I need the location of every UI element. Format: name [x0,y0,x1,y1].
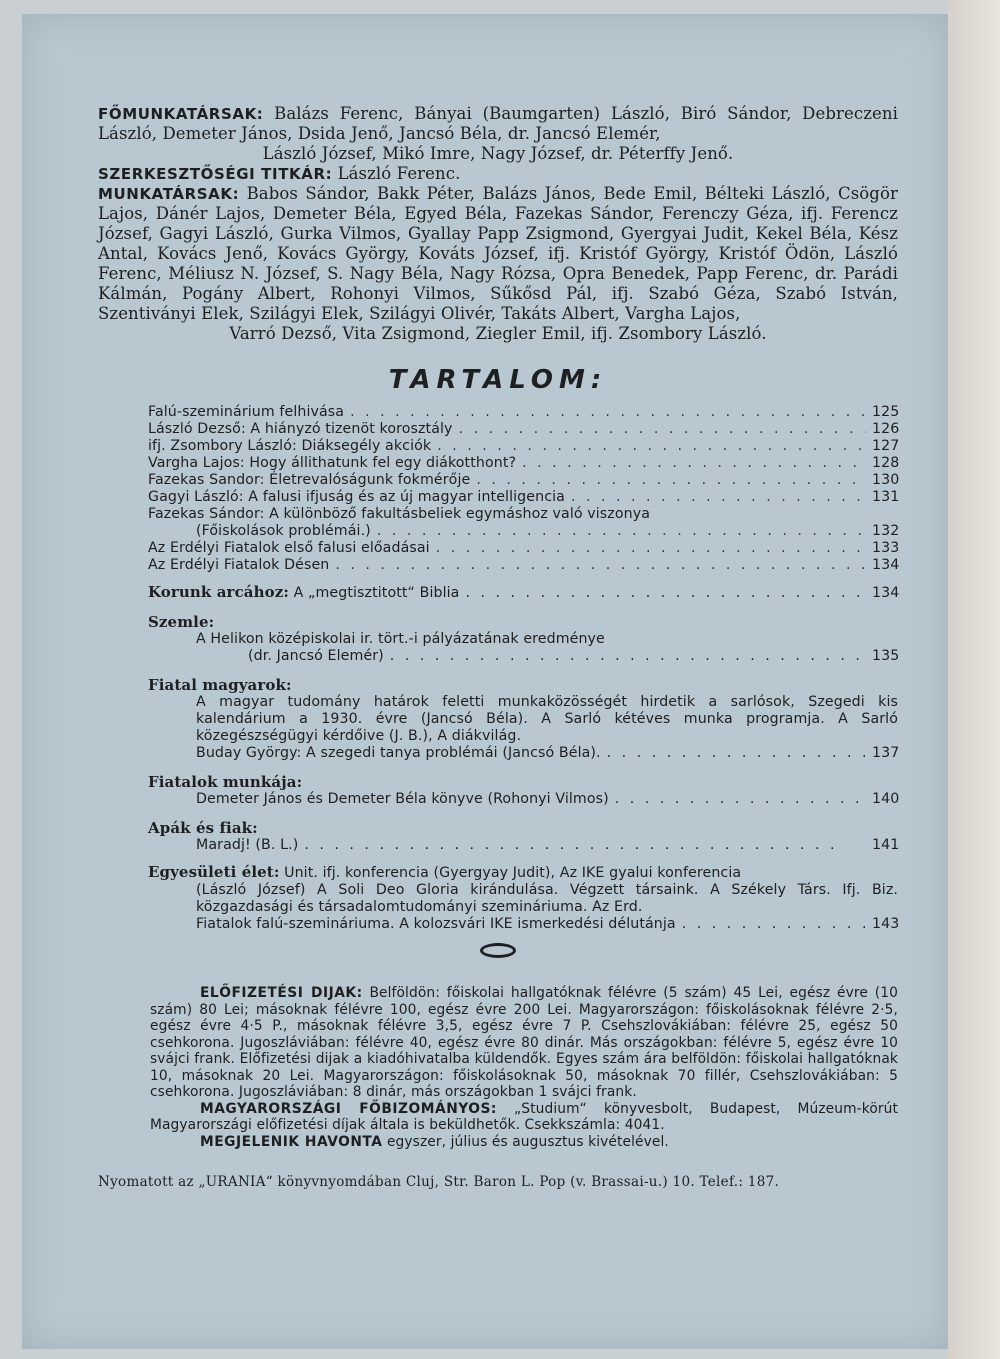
toc-row [196,916,898,933]
leader-dots [437,438,866,455]
section-heading: Fiatal magyarok: [148,676,292,694]
toc-page: 125 [872,404,900,420]
page-content [98,104,898,1192]
toc-row [148,421,898,438]
toc-entry: Fiatalok falú-szemináriuma. A kolozsvári IKE ismerkedési délutánja [196,916,676,932]
leader-dots [615,791,866,808]
monthly-label: MEGJELENIK HAVONTA [200,1133,383,1150]
munkatarsak-tail: Varró Dezső, Vita Zsigmond, Ziegler Emil, ifj. Zsombory László. [229,324,767,343]
toc-row [148,506,898,523]
toc-page: 134 [872,585,900,601]
monthly-text: egyszer, július és augusztus kivételével. [386,1133,669,1150]
toc-row [148,523,898,540]
fees-label: ELŐFIZETÉSI DIJAK: [200,985,363,1001]
toc-row [248,648,898,665]
toc-entry: Fazekas Sándor: A különböző fakultásbeliek egymáshoz való viszonya [148,506,651,522]
section-heading: Egyesületi élet: [148,863,280,881]
toc-row [148,489,898,506]
toc-page: 132 [872,523,900,539]
toc-page: 143 [872,916,900,932]
section-heading: Szemle: [148,613,215,631]
toc-page: 128 [872,455,900,471]
section-heading: Fiatalok munkája: [148,773,303,791]
printer-imprint: Nyomatott az „URANIA“ könyvnyomdában Cluj, Str. Baron L. Pop (v. Brassai-u.) 10. Telef.: 187. [98,1174,780,1190]
toc-page: 140 [872,791,900,807]
leader-dots [522,455,866,472]
leader-dots [465,585,866,602]
leader-dots [377,523,866,540]
leader-dots [390,648,866,665]
munkatarsak-label: MUNKATÁRSAK: [98,185,240,203]
titkar-name: László Ferenc. [337,164,461,183]
leader-dots [304,837,866,854]
titkar-paragraph [98,164,898,184]
fomunkatarsak-paragraph [98,104,898,144]
toc-entry: Buday György: A szegedi tanya problémái (Jancsó Béla). [196,745,601,761]
titkar-label: SZERKESZTŐSÉGI TITKÁR: [98,165,333,183]
section-heading: Apák és fiak: [148,819,258,837]
table-of-contents [98,404,898,933]
toc-row [196,791,898,808]
next-page-edge [948,0,1000,1359]
toc-row [196,745,898,762]
toc-entry: A „megtisztitott“ Biblia [293,585,460,601]
toc-row [148,472,898,489]
staff-block [98,104,898,344]
toc-entry: (László József) A Soli Deo Gloria kirándulása. Végzett társaink. A Székely Társ. Ifj. Biz. közgazdasági és társadalomtudományi szemináriuma. Az Erd. [196,882,898,915]
toc-entry: Fazekas Sandor: Életrevalóságunk fokmérője [148,472,471,488]
leader-dots [682,916,866,933]
ornament-divider [98,943,898,963]
munkatarsak-names: Babos Sándor, Bakk Péter, Balázs János, Bede Emil, Bélteki László, Csögör Lajos, Dánér Lajos, Demeter Béla, Egyed Béla, Fazekas Sándor, Ferenczy Géza, ifj. Ferencz József, Gagyi László, Gurka Vilmos, Gyallay Papp Zsigmond, Gyergyai Judit, Kekel Béla, Kész Antal, Kovács Jenő, Kovács György, Kováts József, ifj. Kristóf György, Kristóf Ödön, László Ferenc, Méliusz N. József, S. Nagy Béla, Nagy Rózsa, Opra Benedek, Papp Ferenc, dr. Parádi Kálmán, Pogány Albert, Rohonyi Vilmos, Sűkősd Pál, ifj. Szabó Géza, Szabó István, Szentiványi Elek, Szilágyi Elek, Szilágyi Olivér, Takáts Albert, Vargha Lajos, [98,184,898,323]
toc-row [196,837,898,854]
toc-page: 130 [872,472,900,488]
toc-entry: Demeter János és Demeter Béla könyve (Rohonyi Vilmos) [196,791,609,807]
section-egyesuleti [148,864,898,882]
toc-row [148,404,898,421]
leader-dots [436,540,866,557]
fees-text: Belföldön: főiskolai hallgatóknak félévre (5 szám) 45 Lei, egész évre (10 szám) 80 Lei; másoknak félévre 100, egész évre 200 Lei. Magyarországon: főiskolásoknak félévre 2·5, egész évre 4·5 P., másoknak félévre 3,5, egész évre 7 P. Csehszlovákiában: félévre 25, egész 50 csehkorona. Jugoszláviában: félévre 40, egész évre 80 dinár. Más országokban: félévre 5, egész évre 10 svájci frank. Előfizetési dijak a kiadóhivatalba küldendők. Egyes szám ára belföldön: főiskolai hallgatóknak 10, másoknak 20 Lei. Magyarországon: főiskolásoknak 50, másoknak 70 fillér, Csehszlovákiában: 5 csehkorona. Jugoszláviában: 8 dinár, más országokban 1 svájci frank. [150,985,898,1100]
agent-paragraph [150,1101,898,1134]
toc-page: 135 [872,648,900,664]
toc-page: 127 [872,438,900,454]
toc-page: 131 [872,489,900,505]
fomunkatarsak-names: Balázs Ferenc, Bányai (Baumgarten) László, Biró Sándor, Debreczeni László, Demeter János, Dsida Jenő, Jancsó Béla, dr. Jancsó Elemér, [98,104,898,143]
toc-row [148,540,898,557]
munkatarsak-paragraph [98,184,898,324]
fomunkatarsak-tail: László József, Mikó Imre, Nagy József, dr. Péterffy Jenő. [262,144,734,163]
agent-text: „Studium“ könyvesbolt, Budapest, Múzeum-körút Magyarországi előfizetési díjak általa is beküldhetők. Csekkszámla: 4041. [150,1100,898,1133]
leader-dots [350,404,866,421]
agent-label: MAGYARORSZÁGI FŐBIZOMÁNYOS: [200,1100,497,1117]
toc-entry: (Főiskolások problémái.) [196,523,371,539]
toc-entry: ifj. Zsombory László: Diáksegély akciók [148,438,432,454]
toc-page: 134 [872,557,900,573]
fees-paragraph [150,985,898,1101]
toc-row [148,455,898,472]
toc-page: 126 [872,421,900,437]
monthly-paragraph [150,1134,898,1151]
leader-dots [459,421,866,438]
toc-entry: (dr. Jancsó Elemér) [248,648,384,664]
toc-entry: Az Erdélyi Fiatalok Désen [148,557,330,573]
toc-entry: Az Erdélyi Fiatalok első falusi előadásai [148,540,430,556]
section-korunk [148,584,898,602]
subscription-block [150,985,898,1150]
toc-entry: Maradj! (B. L.) [196,837,299,853]
toc-row [148,557,898,574]
leader-dots [476,472,866,489]
oval-ornament-icon [480,943,516,958]
toc-entry: Vargha Lajos: Hogy állithatunk fel egy diákotthont? [148,455,517,471]
toc-entry: Unit. ifj. konferencia (Gyergyay Judit), Az IKE gyalui konferencia [284,865,742,881]
leader-dots [571,489,866,506]
toc-row [148,438,898,455]
toc-title: TARTALOM: [388,365,608,395]
toc-entry: A magyar tudomány határok feletti munkaközösségét hirdetik a sarlósok, Szegedi kis kalendárium a 1930. évre (Jancsó Béla). A Sarló kétéves munka programja. A Sarló közegészségügyi kérdőive (J. B.), A diákvilág. [196,694,898,744]
toc-entry: Gagyi László: A falusi ifjuság és az új magyar intelligencia [148,489,565,505]
toc-entry: A Helikon középiskolai ir. tört.-i pályázatának eredménye [196,631,605,647]
toc-entry: László Dezső: A hiányzó tizenöt korosztály [148,421,453,437]
leader-dots [335,557,866,574]
toc-page: 133 [872,540,900,556]
toc-page: 137 [872,745,900,761]
fomunkatarsak-label: FŐMUNKATÁRSAK: [98,105,264,123]
toc-page: 141 [872,837,900,853]
section-heading: Korunk arcához: [148,583,289,601]
leader-dots [607,745,866,762]
toc-entry: Falú-szeminárium felhivása [148,404,345,420]
